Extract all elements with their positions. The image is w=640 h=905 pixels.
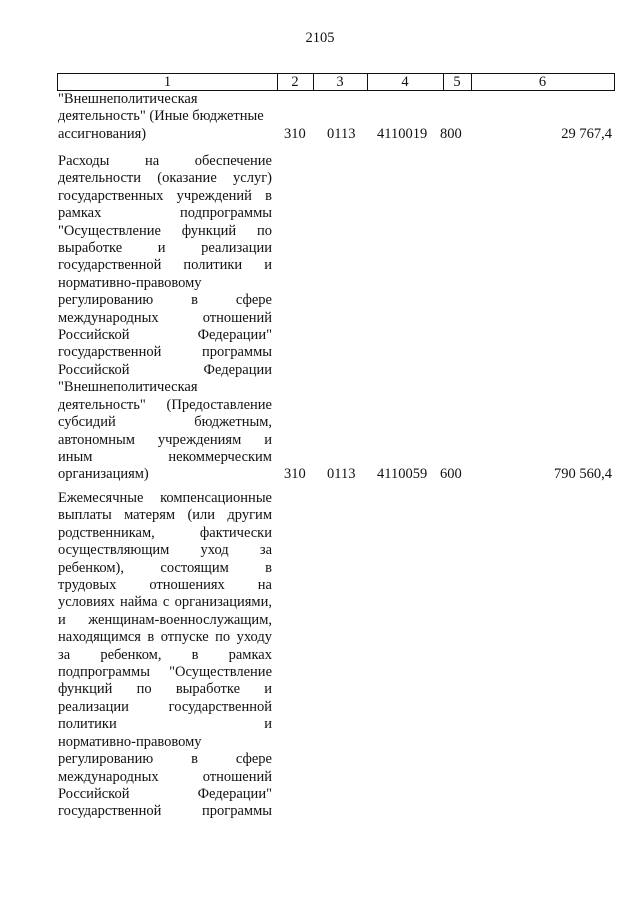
text-line: государственной программы (58, 344, 272, 361)
text-line: ребенком), состоящим в (58, 559, 272, 576)
text-line: государственной политики и (58, 257, 272, 274)
text-line: международных отношений (58, 309, 272, 326)
text-line: субсидий бюджетным, (58, 414, 272, 431)
row-1-col-4: 4110019 (377, 126, 428, 142)
row-1-col-6: 29 767,4 (561, 126, 612, 142)
text-line: реализации государственной (58, 698, 272, 715)
row-1-col-3: 0113 (327, 126, 356, 142)
text-line: государственной программы (58, 803, 272, 820)
text-line: подпрограммы "Осуществление (58, 664, 272, 681)
row-1-col-2: 310 (284, 126, 306, 142)
text-line: родственникам, фактически (58, 524, 272, 541)
text-line: и женщинам-военнослужащим, (58, 611, 272, 628)
text-line: выплаты матерям (или другим (58, 507, 272, 524)
text-line: Расходы на обеспечение (58, 153, 272, 169)
text-line: нормативно-правовому (58, 733, 202, 750)
row-1-col-5: 800 (440, 126, 462, 142)
text-line: деятельности (оказание услуг) (58, 170, 272, 187)
row-2-col-5: 600 (440, 466, 462, 482)
text-line: за ребенком, в рамках (58, 646, 272, 663)
text-line: Российской Федерации (58, 361, 272, 378)
text-line: выработке и реализации (58, 240, 272, 257)
page-number: 2105 (305, 30, 335, 46)
text-line: "Внешнеполитическая (58, 379, 198, 396)
header-col-3: 3 (336, 74, 344, 90)
text-line: международных отношений (58, 768, 272, 785)
text-line: осуществляющим уход за (58, 542, 272, 559)
text-line: находящимся в отпуске по уходу (58, 629, 272, 646)
text-line: государственных учреждений в (58, 187, 272, 204)
text-line: Российской Федерации" (58, 785, 272, 802)
text-line: "Осуществление функций по (58, 222, 272, 239)
row-1-description (58, 91, 272, 143)
row-2-col-6: 790 560,4 (554, 466, 612, 482)
text-line: политики и (58, 716, 272, 733)
text-line: трудовых отношениях на (58, 577, 272, 594)
row-2-description (58, 153, 272, 484)
row-2-col-4: 4110059 (377, 466, 428, 482)
header-col-4: 4 (401, 74, 409, 90)
table-header-row (57, 73, 615, 91)
text-line: деятельность" (Иные бюджетные (58, 108, 264, 125)
text-line: Ежемесячные компенсационные (58, 490, 272, 506)
text-line: "Внешнеполитическая (58, 91, 198, 107)
text-line: регулированию в сфере (58, 751, 272, 768)
header-col-5: 5 (453, 74, 461, 90)
text-line: ассигнования) (58, 125, 147, 142)
header-col-1: 1 (163, 74, 172, 90)
text-line: иным некоммерческим (58, 448, 272, 465)
text-line: функций по выработке и (58, 681, 272, 698)
header-col-6: 6 (538, 74, 547, 90)
text-line: регулированию в сфере (58, 292, 272, 309)
text-line: Российской Федерации" (58, 327, 272, 344)
text-line: нормативно-правовому (58, 274, 202, 291)
header-col-2: 2 (291, 74, 299, 90)
text-line: организациям) (58, 466, 149, 483)
text-line: автономным учреждениям и (58, 431, 272, 448)
text-line: деятельность" (Предоставление (58, 396, 272, 413)
text-line: рамках подпрограммы (58, 205, 272, 222)
row-2-col-3: 0113 (327, 466, 356, 482)
text-line: условиях найма с организациями, (58, 594, 272, 611)
row-2-col-2: 310 (284, 466, 306, 482)
row-3-description (58, 490, 272, 821)
